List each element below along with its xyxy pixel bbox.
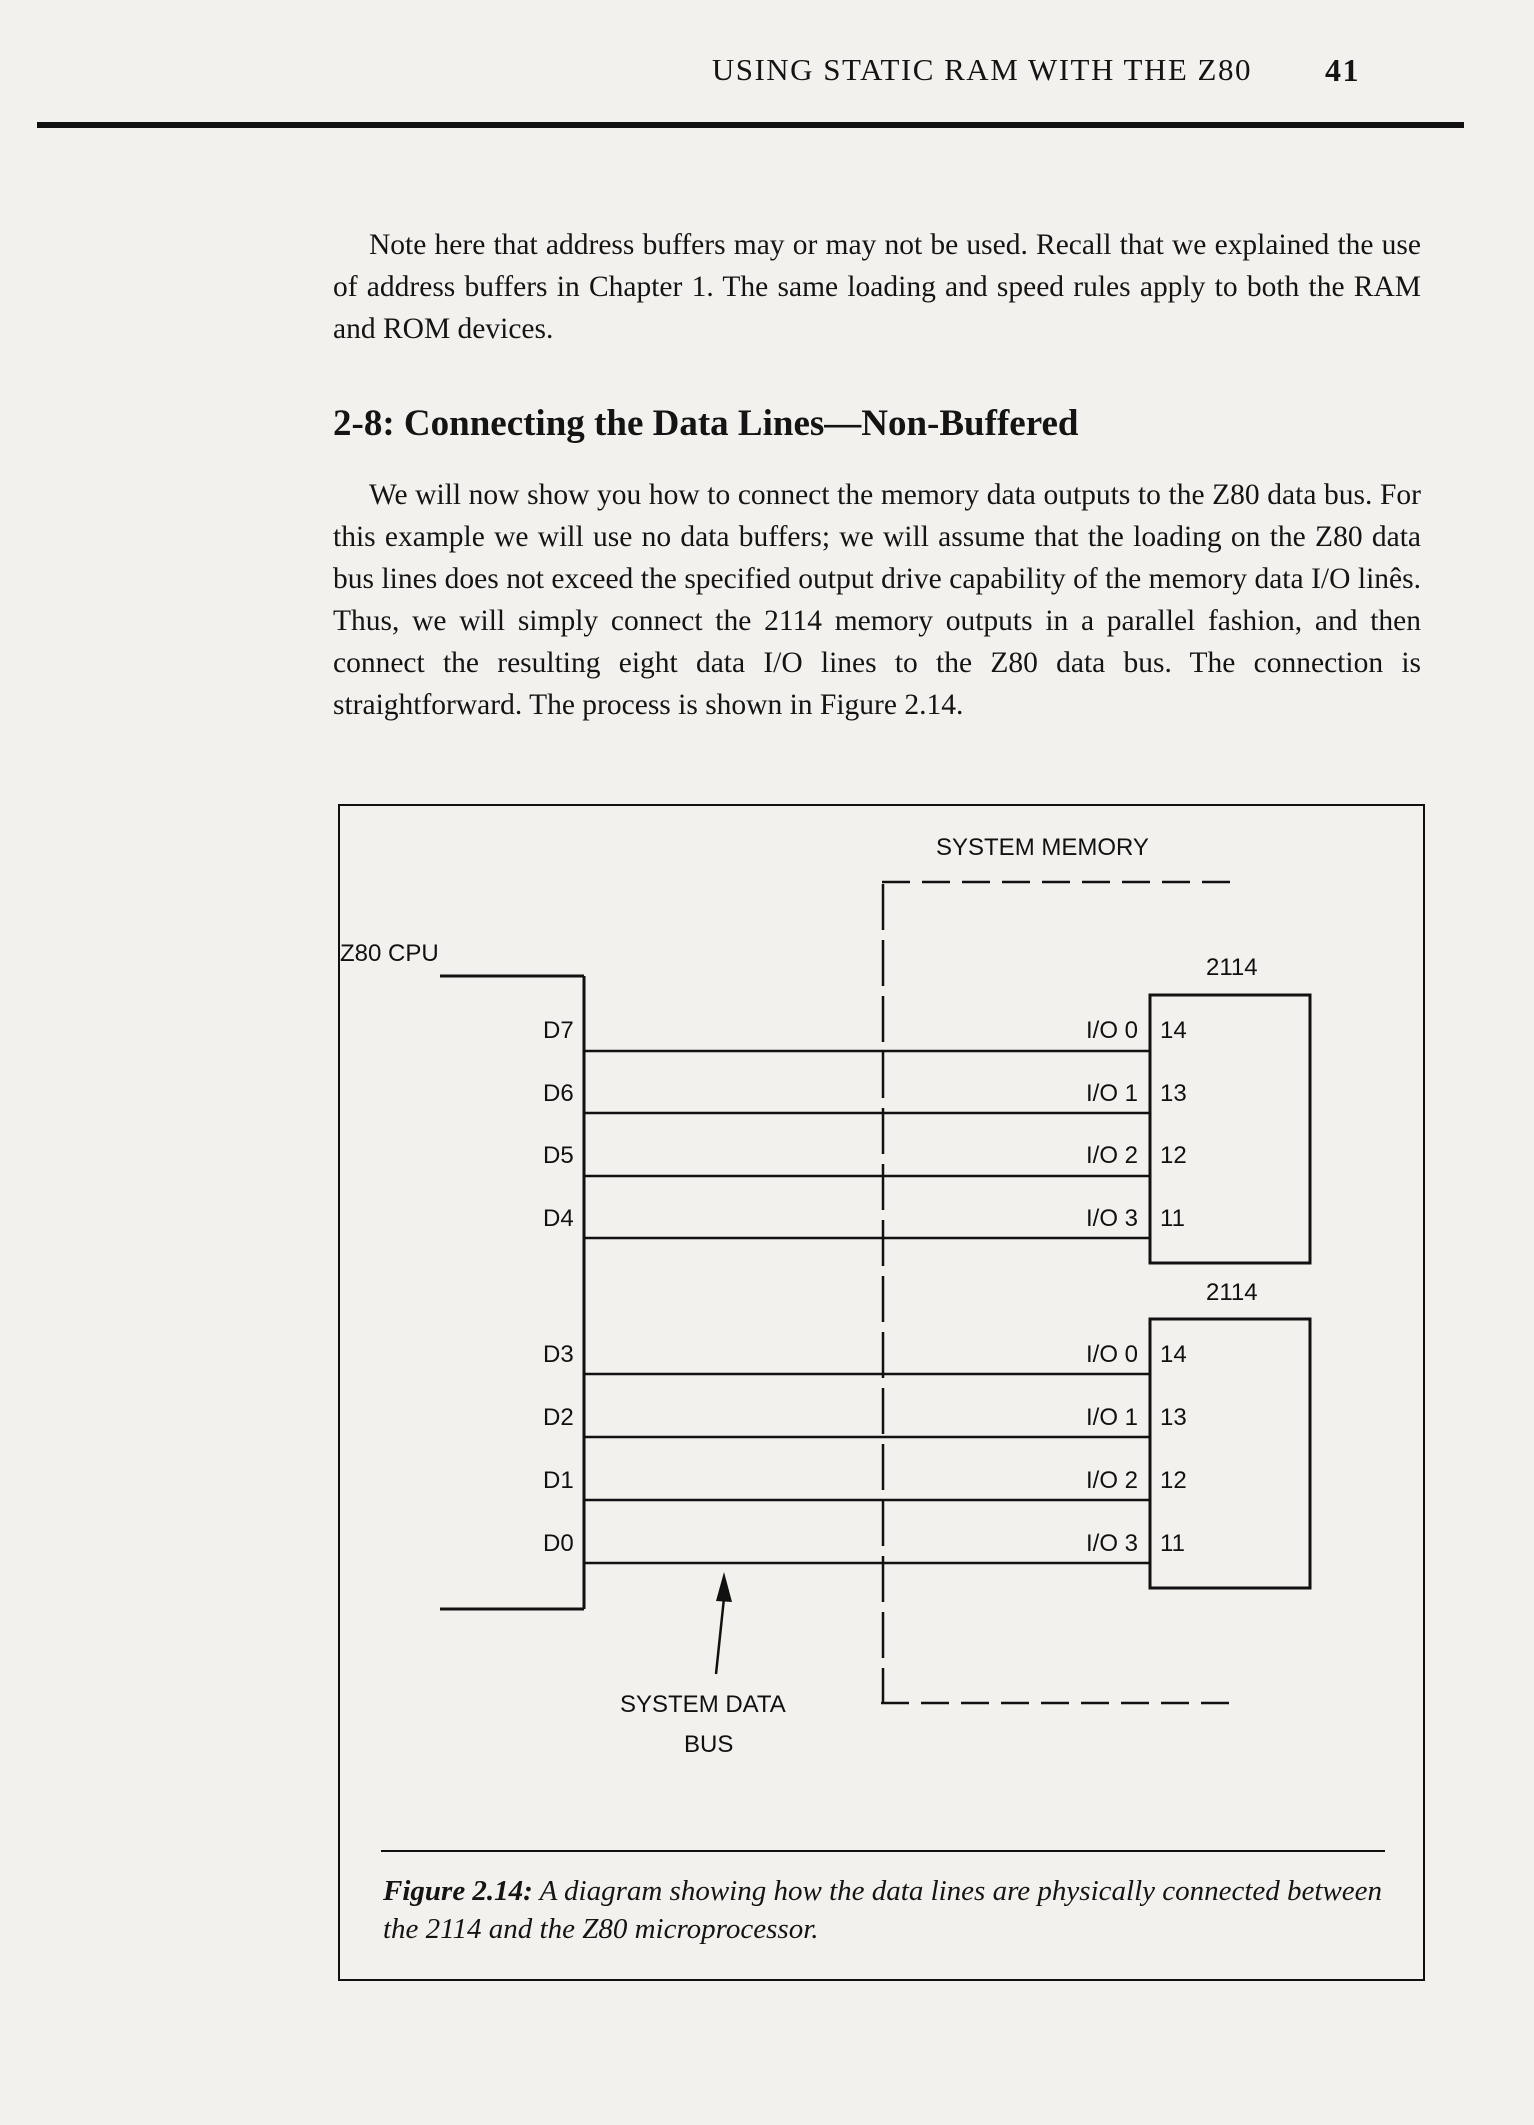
cpu-label: Z80 CPU xyxy=(340,940,439,967)
chip-bottom-io-label-2: I/O 2 xyxy=(1086,1467,1139,1494)
caption-rule xyxy=(381,1850,1385,1852)
paragraph-2: We will now show you how to connect the memory data outputs to the Z80 data bus. For this example we will use no data buffers; we will assume that the loading on the Z80 data bus lines does not exceed the specified output drive capability of the memory data I/O linês. Thus, we will simply connect the 2114 memory outputs in a parallel fashion, and then connect the resulting eight data I/O lines to the Z80 data bus. The connection is straightforward. The process is shown in Figure 2.14. xyxy=(333,479,1421,721)
figure-caption xyxy=(383,1872,1393,1948)
cpu-pin-labels xyxy=(543,1017,574,1557)
chip-bottom-pin-14: 14 xyxy=(1160,1341,1187,1368)
cpu-pin-d1: D1 xyxy=(543,1467,574,1494)
chip-top-pins xyxy=(1086,1017,1187,1232)
bus-label-line1: SYSTEM DATA xyxy=(620,1691,786,1718)
chip-top-io-label-0: I/O 0 xyxy=(1086,1017,1139,1044)
chip-top-label: 2114 xyxy=(1206,954,1258,981)
header-rule xyxy=(37,122,1464,128)
cpu-pin-d5: D5 xyxy=(543,1142,574,1169)
page-number: 41 xyxy=(1325,52,1360,88)
section-heading: 2-8: Connecting the Data Lines—Non-Buffered xyxy=(333,403,1079,444)
cpu-pin-d3: D3 xyxy=(543,1341,574,1368)
cpu-pin-d7: D7 xyxy=(543,1017,574,1044)
bus-arrow-head xyxy=(716,1572,732,1602)
chip-bottom-label: 2114 xyxy=(1206,1279,1258,1306)
system-memory-label: SYSTEM MEMORY xyxy=(936,834,1149,861)
figure-label: Figure 2.14: xyxy=(383,1875,533,1907)
chip-bottom-io-label-1: I/O 1 xyxy=(1086,1404,1139,1431)
chip-top-pin-11: 11 xyxy=(1160,1205,1185,1232)
chip-top-io-label-3: I/O 3 xyxy=(1086,1205,1139,1232)
data-bus-lines xyxy=(584,1051,1150,1563)
chip-bottom-pin-12: 12 xyxy=(1160,1467,1187,1494)
bus-label-line2: BUS xyxy=(684,1731,734,1758)
chip-top-pin-13: 13 xyxy=(1160,1080,1187,1107)
cpu-pin-d4: D4 xyxy=(543,1205,574,1232)
chip-top-io-label-1: I/O 1 xyxy=(1086,1080,1139,1107)
running-head xyxy=(660,52,1360,92)
cpu-pin-d2: D2 xyxy=(543,1404,574,1431)
bus-arrow-shaft xyxy=(716,1598,724,1674)
chip-top-pin-14: 14 xyxy=(1160,1017,1187,1044)
running-head-title: USING STATIC RAM WITH THE Z80 xyxy=(711,52,1252,87)
connection-diagram xyxy=(340,806,1427,1983)
cpu-pin-d6: D6 xyxy=(543,1080,574,1107)
chip-bottom-pin-13: 13 xyxy=(1160,1404,1187,1431)
paragraph-1: Note here that address buffers may or may not be used. Recall that we explained the use of address buffers in Chapter 1. The same loading and speed rules apply to both the RAM and ROM devices. xyxy=(333,229,1421,345)
figure-caption-text: A diagram showing how the data lines are physically connected between the 2114 and the Z80 microprocessor. xyxy=(383,1875,1383,1945)
cpu-pin-d0: D0 xyxy=(543,1530,574,1557)
chip-bottom-pin-11: 11 xyxy=(1160,1530,1185,1557)
chip-top-pin-12: 12 xyxy=(1160,1142,1187,1169)
chip-top-io-label-2: I/O 2 xyxy=(1086,1142,1139,1169)
figure-2-14 xyxy=(338,804,1425,1981)
chip-bottom-io-label-0: I/O 0 xyxy=(1086,1341,1139,1368)
chip-bottom-io-label-3: I/O 3 xyxy=(1086,1530,1139,1557)
